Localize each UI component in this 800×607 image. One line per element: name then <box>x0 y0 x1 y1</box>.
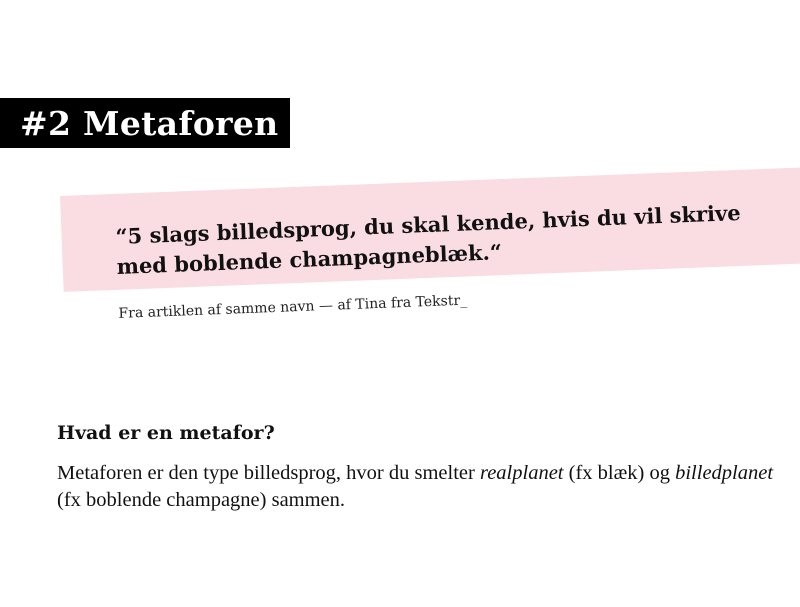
page-title: #2 Metaforen <box>0 98 290 148</box>
term-billedplanet: billedplanet <box>675 462 774 484</box>
definition-paragraph <box>57 460 792 514</box>
section-heading: Hvad er en metafor? <box>57 422 275 444</box>
quote-text: “5 slags billedsprog, du skal kende, hvis du vil skrive med boblende champagneblæk.“ <box>115 199 742 279</box>
term-realplanet: realplanet <box>479 462 564 484</box>
definition-text-2: (fx blæk) og <box>563 462 676 484</box>
definition-text-1: Metaforen er den type billedsprog, hvor du smelter <box>57 462 480 484</box>
definition-text-3: (fx boblende champagne) sammen. <box>57 489 346 511</box>
quote-source: Fra artiklen af samme navn — af Tina fra Tekstr_ <box>118 292 468 322</box>
metaphor-section <box>57 420 792 514</box>
